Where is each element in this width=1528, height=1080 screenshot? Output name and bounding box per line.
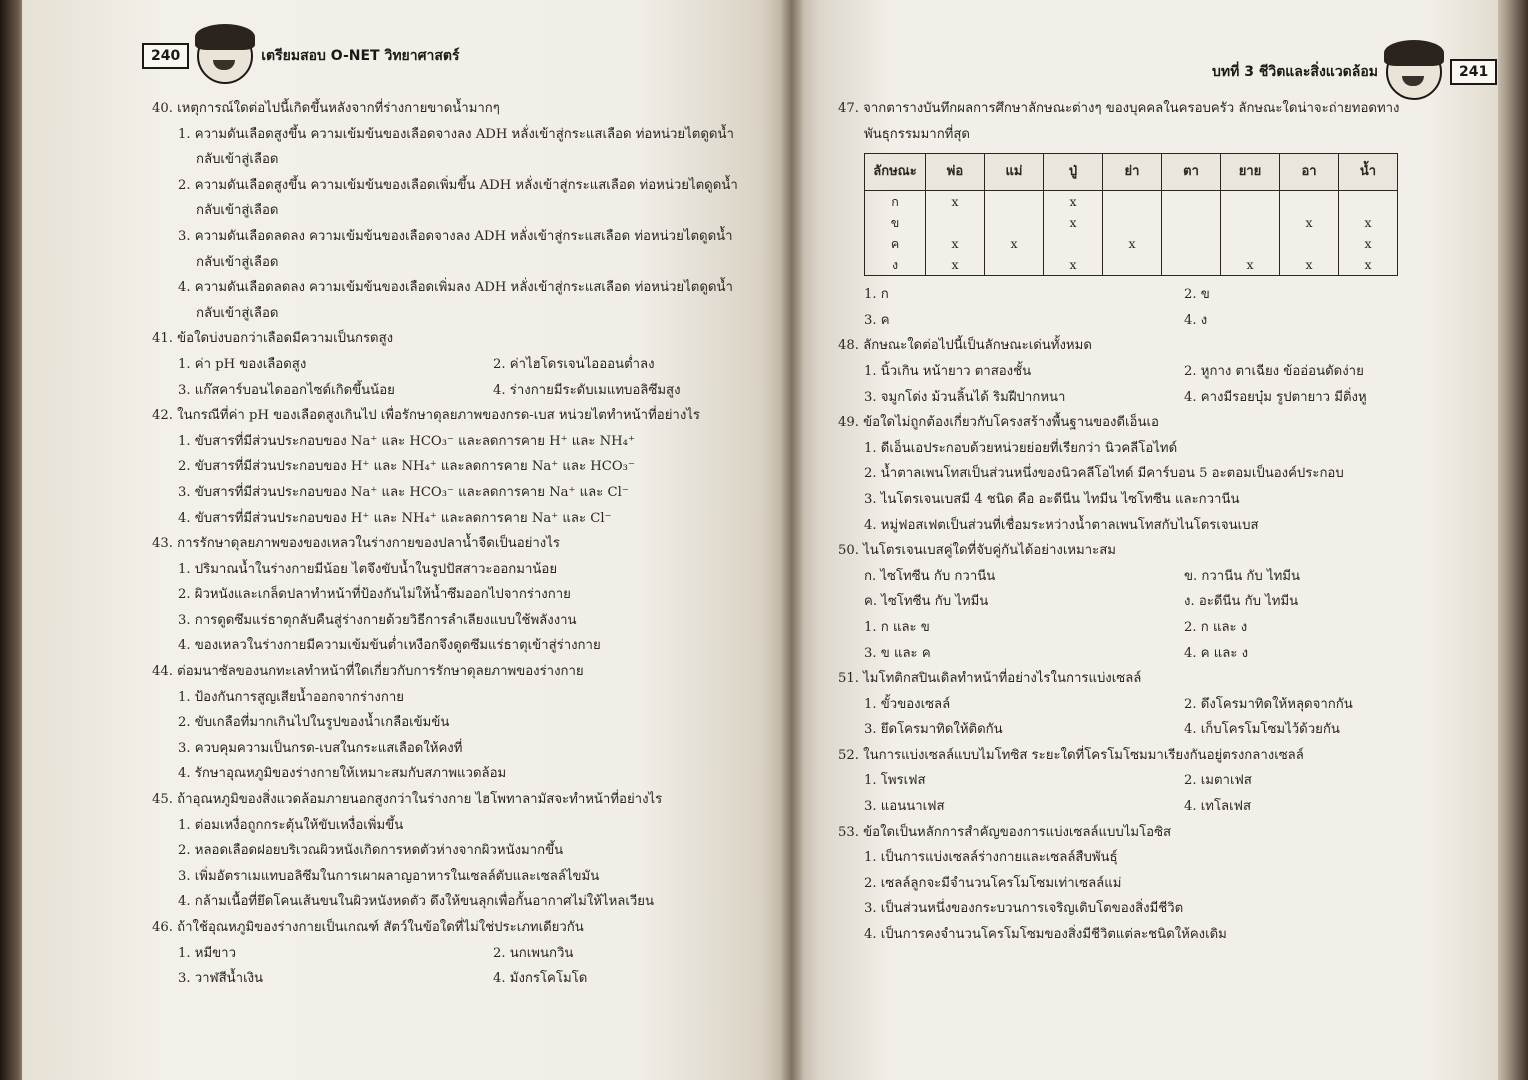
- page-number: 241: [1450, 59, 1497, 85]
- table-cell: ข: [865, 212, 926, 233]
- option: 1. ค่า pH ของเลือดสูง: [178, 356, 307, 372]
- option: 2. ขับสารที่มีส่วนประกอบของ H⁺ และ NH₄⁺ และลดการคาย Na⁺ และ HCO₃⁻: [178, 459, 635, 475]
- option: 2. ข: [1184, 287, 1210, 303]
- table-row: [865, 191, 1398, 213]
- table-header-row: [865, 154, 1398, 191]
- option-grid: [152, 941, 782, 992]
- question: 51. ไมโทติกสปินเดิลทำหน้าที่อย่างไรในการแบ่งเซลล์: [838, 671, 1142, 687]
- option-grid: [838, 692, 1458, 743]
- cartoon-boy-icon: [1386, 44, 1442, 100]
- question: 49. ข้อใดไม่ถูกต้องเกี่ยวกับโครงสร้างพื้นฐานของดีเอ็นเอ: [838, 415, 1159, 431]
- option: 3. ขับสารที่มีส่วนประกอบของ Na⁺ และ HCO₃⁻ และลดการคาย Na⁺ และ Cl⁻: [178, 484, 629, 500]
- option: 1. ขับสารที่มีส่วนประกอบของ Na⁺ และ HCO₃⁻ และลดการคาย H⁺ และ NH₄⁺: [178, 433, 635, 449]
- table-cell: x: [1280, 212, 1339, 233]
- table-cell: [1103, 191, 1162, 213]
- table-cell: [985, 212, 1044, 233]
- option: 4. เทโลเฟส: [1184, 799, 1252, 815]
- question: 42. ในกรณีที่ค่า pH ของเลือดสูงเกินไป เพื่อรักษาดุลยภาพของกรด-เบส หน่วยไตทำหน้าที่อย่างไร: [152, 408, 700, 424]
- option: 4. คางมีรอยบุ๋ม รูปตายาว มีติ่งหู: [1184, 389, 1367, 405]
- question: 41. ข้อใดบ่งบอกว่าเลือดมีความเป็นกรดสูง: [152, 331, 394, 347]
- option-grid: [152, 352, 782, 403]
- table-cell: ง: [865, 254, 926, 276]
- question: 48. ลักษณะใดต่อไปนี้เป็นลักษณะเด่นทั้งหมด: [838, 338, 1092, 354]
- table-header: ย่า: [1103, 154, 1162, 191]
- option: 2. ความดันเลือดสูงขึ้น ความเข้มข้นของเลือดเพิ่มขึ้น ADH หลั่งเข้าสู่กระแสเลือด ท่อหน่วยไตดูดน้ำ: [178, 177, 738, 193]
- option-cont: กลับเข้าสู่เลือด: [196, 152, 279, 168]
- option: 4. ของเหลวในร่างกายมีความเข้มข้นต่ำเหงือกจึงดูดซึมแร่ธาตุเข้าสู่ร่างกาย: [178, 638, 601, 654]
- option: 3. ยึดโครมาทิดให้ติดกัน: [864, 722, 1003, 738]
- table-cell: x: [1103, 233, 1162, 254]
- table-row: [865, 233, 1398, 254]
- table-cell: [1221, 191, 1280, 213]
- option: 1. ก และ ข: [864, 619, 930, 635]
- table-row: [865, 254, 1398, 276]
- option: 3. เพิ่มอัตราเมแทบอลิซึมในการเผาผลาญอาหารในเซลล์ตับและเซลล์ไขมัน: [178, 868, 600, 884]
- option: 2. ค่าไฮโดรเจนไอออนต่ำลง: [493, 356, 655, 372]
- table-cell: x: [1221, 254, 1280, 276]
- left-page: [22, 0, 792, 1080]
- option: 1. ดีเอ็นเอประกอบด้วยหน่วยย่อยที่เรียกว่า นิวคลีโอไทด์: [864, 440, 1178, 456]
- option: 1. ป้องกันการสูญเสียน้ำออกจากร่างกาย: [178, 689, 404, 705]
- option: 2. เซลล์ลูกจะมีจำนวนโครโมโซมเท่าเซลล์แม่: [864, 875, 1122, 891]
- option-grid: [838, 564, 1458, 666]
- table-cell: x: [985, 233, 1044, 254]
- option: 3. ความดันเลือดลดลง ความเข้มข้นของเลือดจางลง ADH หลั่งเข้าสู่กระแสเลือด ท่อหน่วยไตดูดน้ำ: [178, 228, 733, 244]
- table-cell: x: [1044, 254, 1103, 276]
- option: 4. กล้ามเนื้อที่ยึดโคนเส้นขนในผิวหนังหดตัว ดึงให้ขนลุกเพื่อกั้นอากาศไม่ให้ไหลเวียน: [178, 894, 654, 910]
- option-cont: กลับเข้าสู่เลือด: [196, 254, 279, 270]
- option: 3. จมูกโด่ง ม้วนลิ้นได้ ริมฝีปากหนา: [864, 389, 1066, 405]
- table-cell: [1044, 233, 1103, 254]
- table-cell: [1103, 212, 1162, 233]
- table-cell: [985, 254, 1044, 276]
- table-cell: [1162, 212, 1221, 233]
- header-title: บทที่ 3 ชีวิตและสิ่งแวดล้อม: [1212, 64, 1378, 80]
- option: 2. หูกาง ตาเฉียง ข้ออ่อนดัดง่าย: [1184, 363, 1364, 379]
- table-header: ลักษณะ: [865, 154, 926, 191]
- table-cell: [1339, 191, 1398, 213]
- question: 43. การรักษาดุลยภาพของของเหลวในร่างกายของปลาน้ำจืดเป็นอย่างไร: [152, 536, 560, 552]
- table-header: อา: [1280, 154, 1339, 191]
- option: 4. เป็นการคงจำนวนโครโมโซมของสิ่งมีชีวิตแต่ละชนิดให้คงเดิม: [864, 927, 1227, 943]
- table-cell: [1280, 233, 1339, 254]
- option: 2. ก และ ง: [1184, 619, 1248, 635]
- question: 53. ข้อใดเป็นหลักการสำคัญของการแบ่งเซลล์แบบไมโอซิส: [838, 824, 1172, 840]
- option-cont: กลับเข้าสู่เลือด: [196, 305, 279, 321]
- left-header: [142, 28, 460, 84]
- option: 1. ปริมาณน้ำในร่างกายมีน้อย ไตจึงขับน้ำในรูปปัสสาวะออกมาน้อย: [178, 561, 558, 577]
- option: 4. เก็บโครโมโซมไว้ด้วยกัน: [1184, 722, 1340, 738]
- table-cell: x: [1044, 191, 1103, 213]
- table-header: ยาย: [1221, 154, 1280, 191]
- page-number: 240: [142, 43, 189, 69]
- table-cell: [985, 191, 1044, 213]
- table-cell: x: [926, 254, 985, 276]
- left-questions: [152, 96, 782, 992]
- table-cell: x: [1339, 212, 1398, 233]
- option: 3. เป็นส่วนหนึ่งของกระบวนการเจริญเติบโตของสิ่งมีชีวิต: [864, 901, 1184, 917]
- option: 1. หมีขาว: [178, 945, 236, 961]
- table-cell: [1280, 191, 1339, 213]
- option-grid: [838, 282, 1458, 333]
- right-questions: [838, 96, 1458, 948]
- option: 3. การดูดซึมแร่ธาตุกลับคืนสู่ร่างกายด้วยวิธีการลำเลียงแบบใช้พลังงาน: [178, 612, 577, 628]
- option: 4. รักษาอุณหภูมิของร่างกายให้เหมาะสมกับสภาพแวดล้อม: [178, 766, 507, 782]
- table-cell: x: [926, 233, 985, 254]
- question: 40. เหตุการณ์ใดต่อไปนี้เกิดขึ้นหลังจากที่ร่างกายขาดน้ำมากๆ: [152, 101, 500, 116]
- option: 3. วาฬสีน้ำเงิน: [178, 971, 264, 987]
- option: 4. ความดันเลือดลดลง ความเข้มข้นของเลือดเพิ่มลง ADH หลั่งเข้าสู่กระแสเลือด ท่อหน่วยไตดูดน้ำ: [178, 280, 733, 296]
- option: 1. ต่อมเหงื่อถูกกระตุ้นให้ขับเหงื่อเพิ่มขึ้น: [178, 817, 404, 833]
- option: 1. โพรเฟส: [864, 773, 926, 789]
- table-header: น้ำ: [1339, 154, 1398, 191]
- table-row: [865, 212, 1398, 233]
- table-cell: x: [926, 191, 985, 213]
- option: 3. ไนโตรเจนเบสมี 4 ชนิด คือ อะดีนีน ไทมีน ไซโทซีน และกวานีน: [864, 491, 1240, 507]
- option: 1. ความดันเลือดสูงขึ้น ความเข้มข้นของเลือดจางลง ADH หลั่งเข้าสู่กระแสเลือด ท่อหน่วยไตดูดน้ำ: [178, 126, 734, 142]
- table-cell: [1162, 233, 1221, 254]
- option: 3. ข และ ค: [864, 645, 931, 661]
- option: 3. ค: [864, 312, 890, 328]
- option: 2. ดึงโครมาทิดให้หลุดจากกัน: [1184, 696, 1353, 712]
- option: 4. หมู่ฟอสเฟตเป็นส่วนที่เชื่อมระหว่างน้ำตาลเพนโทสกับไนโตรเจนเบส: [864, 517, 1259, 533]
- header-title: เตรียมสอบ O-NET วิทยาศาสตร์: [261, 48, 460, 64]
- table-cell: [1162, 191, 1221, 213]
- right-page: [792, 0, 1498, 1080]
- traits-table: [864, 153, 1398, 276]
- option: 4. ร่างกายมีระดับเมแทบอลิซึมสูง: [493, 382, 681, 398]
- question: 45. ถ้าอุณหภูมิของสิ่งแวดล้อมภายนอกสูงกว่าในร่างกาย ไฮโพทาลามัสจะทำหน้าที่อย่างไร: [152, 792, 663, 808]
- option-grid: [838, 359, 1458, 410]
- question: 50. ไนโตรเจนเบสคู่ใดที่จับคู่กันได้อย่างเหมาะสม: [838, 543, 1116, 559]
- option: 3. แอนนาเฟส: [864, 799, 945, 815]
- option: ก. ไซโทซีน กับ กวานีน: [864, 568, 996, 584]
- table-cell: x: [1339, 233, 1398, 254]
- table-cell: [1221, 233, 1280, 254]
- table-header: แม่: [985, 154, 1044, 191]
- option-cont: กลับเข้าสู่เลือด: [196, 203, 279, 219]
- option: 2. น้ำตาลเพนโทสเป็นส่วนหนึ่งของนิวคลีโอไทด์ มีคาร์บอน 5 อะตอมเป็นองค์ประกอบ: [864, 466, 1344, 482]
- option: 1. เป็นการแบ่งเซลล์ร่างกายและเซลล์สืบพันธุ์: [864, 850, 1118, 866]
- question: 47. จากตารางบันทึกผลการศึกษาลักษณะต่างๆ ของบุคคลในครอบครัว ลักษณะใดน่าจะถ่ายทอดทาง: [838, 101, 1400, 116]
- option: 1. นิ้วเกิน หน้ายาว ตาสองชั้น: [864, 363, 1032, 379]
- option: ง. อะดีนีน กับ ไทมีน: [1184, 594, 1299, 610]
- table-cell: x: [1044, 212, 1103, 233]
- option: 2. นกเพนกวิน: [493, 945, 574, 961]
- table-cell: [1103, 254, 1162, 276]
- right-header: [1212, 44, 1497, 100]
- question: 46. ถ้าใช้อุณหภูมิของร่างกายเป็นเกณฑ์ สัตว์ในข้อใดที่ไม่ใช่ประเภทเดียวกัน: [152, 920, 584, 935]
- cartoon-girl-icon: [197, 28, 253, 84]
- option: 1. ก: [864, 287, 889, 303]
- table-cell: [1162, 254, 1221, 276]
- option: 2. หลอดเลือดฝอยบริเวณผิวหนังเกิดการหดตัวห่างจากผิวหนังมากขึ้น: [178, 843, 564, 859]
- table-cell: ค: [865, 233, 926, 254]
- table-cell: [926, 212, 985, 233]
- option: ค. ไซโทซีน กับ ไทมีน: [864, 594, 989, 610]
- table-cell: [1221, 212, 1280, 233]
- option: 2. เมตาเฟส: [1184, 773, 1252, 789]
- table-header: ตา: [1162, 154, 1221, 191]
- option: 4. มังกรโคโมโด: [493, 971, 588, 987]
- option: 3. ควบคุมความเป็นกรด-เบสในกระแสเลือดให้คงที่: [178, 740, 463, 756]
- option: 4. ง: [1184, 312, 1208, 328]
- option-grid: [838, 768, 1458, 819]
- option: 2. ผิวหนังและเกล็ดปลาทำหน้าที่ป้องกันไม่ให้น้ำซึมออกไปจากร่างกาย: [178, 587, 571, 603]
- table-cell: x: [1339, 254, 1398, 276]
- option: 1. ขั้วของเซลล์: [864, 696, 951, 712]
- option: ข. กวานีน กับ ไทมีน: [1184, 568, 1300, 584]
- question: 52. ในการแบ่งเซลล์แบบไมโทซิส ระยะใดที่โครโมโซมมาเรียงกันอยู่ตรงกลางเซลล์: [838, 747, 1304, 763]
- question: 44. ต่อมนาซัลของนกทะเลทำหน้าที่ใดเกี่ยวกับการรักษาดุลยภาพของร่างกาย: [152, 664, 584, 680]
- option: 4. ขับสารที่มีส่วนประกอบของ H⁺ และ NH₄⁺ และลดการคาย Na⁺ และ Cl⁻: [178, 510, 612, 526]
- book-gutter: [780, 0, 804, 1080]
- option: 4. ค และ ง: [1184, 645, 1249, 661]
- table-header: พ่อ: [926, 154, 985, 191]
- question-cont: พันธุกรรมมากที่สุด: [864, 126, 970, 142]
- table-header: ปู่: [1044, 154, 1103, 191]
- option: 2. ขับเกลือที่มากเกินไปในรูปของน้ำเกลือเข้มข้น: [178, 715, 450, 731]
- option: 3. แก๊สคาร์บอนไดออกไซด์เกิดขึ้นน้อย: [178, 382, 395, 398]
- table-cell: x: [1280, 254, 1339, 276]
- table-cell: ก: [865, 191, 926, 213]
